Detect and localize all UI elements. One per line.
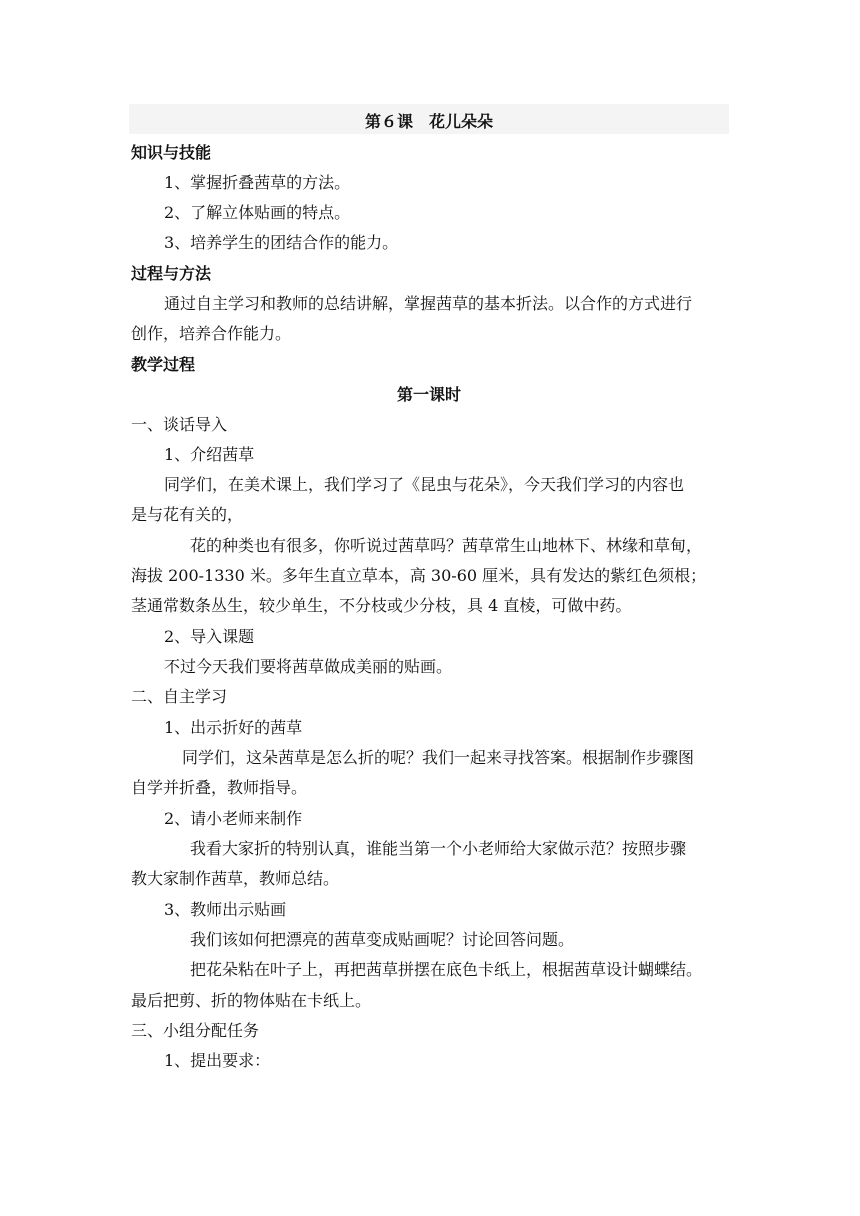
paragraph-line: 教大家制作茜草，教师总结。 bbox=[131, 869, 340, 888]
paragraph-line: 1、出示折好的茜草 bbox=[164, 718, 303, 737]
paragraph-line: 我们该如何把漂亮的茜草变成贴画呢？讨论回答问题。 bbox=[190, 930, 575, 949]
paragraph-line: 花的种类也有很多，你听说过茜草吗？茜草常生山地林下、林缘和草甸， bbox=[190, 536, 703, 555]
paragraph-line: 一、谈话导入 bbox=[131, 415, 228, 434]
paragraph-line: 3、培养学生的团结合作的能力。 bbox=[164, 233, 399, 252]
paragraph-line: 1、提出要求： bbox=[164, 1051, 271, 1070]
paragraph-line: 最后把剪、折的物体贴在卡纸上。 bbox=[131, 991, 372, 1010]
paragraph-line: 2、导入课题 bbox=[164, 627, 255, 646]
paragraph-line: 我看大家折的特别认真，谁能当第一个小老师给大家做示范？按照步骤 bbox=[190, 839, 687, 858]
paragraph-line: 2、请小老师来制作 bbox=[164, 809, 303, 828]
paragraph-line: 三、小组分配任务 bbox=[131, 1021, 260, 1040]
section-heading: 教学过程 bbox=[131, 355, 196, 374]
paragraph-line: 2、了解立体贴画的特点。 bbox=[164, 203, 351, 222]
paragraph-line: 1、掌握折叠茜草的方法。 bbox=[164, 173, 351, 192]
paragraph-line: 3、教师出示贴画 bbox=[164, 900, 287, 919]
paragraph-line: 把花朵粘在叶子上，再把茜草拼摆在底色卡纸上，根据茜草设计蝴蝶结。 bbox=[190, 960, 703, 979]
paragraph-line: 同学们，在美术课上，我们学习了《昆虫与花朵》，今天我们学习的内容也 bbox=[164, 475, 685, 494]
lesson-subtitle: 第一课时 bbox=[396, 385, 461, 404]
section-heading: 知识与技能 bbox=[131, 143, 212, 162]
paragraph-line: 1、介绍茜草 bbox=[164, 445, 255, 464]
paragraph-line: 不过今天我们要将茜草做成美丽的贴画。 bbox=[164, 657, 453, 676]
paragraph-line: 同学们，这朵茜草是怎么折的呢？我们一起来寻找答案。根据制作步骤图 bbox=[182, 748, 695, 767]
paragraph-line: 茎通常数条丛生，较少单生，不分枝或少分枝，具 4 直棱，可做中药。 bbox=[131, 596, 632, 615]
paragraph-line: 二、自主学习 bbox=[131, 687, 228, 706]
paragraph-line: 自学并折叠，教师指导。 bbox=[131, 778, 308, 797]
paragraph-line: 创作，培养合作能力。 bbox=[131, 324, 292, 343]
paragraph-line: 通过自主学习和教师的总结讲解，掌握茜草的基本折法。以合作的方式进行 bbox=[164, 294, 693, 313]
paragraph-line: 是与花有关的， bbox=[131, 505, 244, 524]
paragraph-line: 海拔 200-1330 米。多年生直立草本，高 30-60 厘米，具有发达的紫红色须根； bbox=[131, 566, 707, 585]
section-heading: 过程与方法 bbox=[131, 264, 212, 283]
page-title: 第６课 花儿朵朵 bbox=[364, 112, 493, 131]
